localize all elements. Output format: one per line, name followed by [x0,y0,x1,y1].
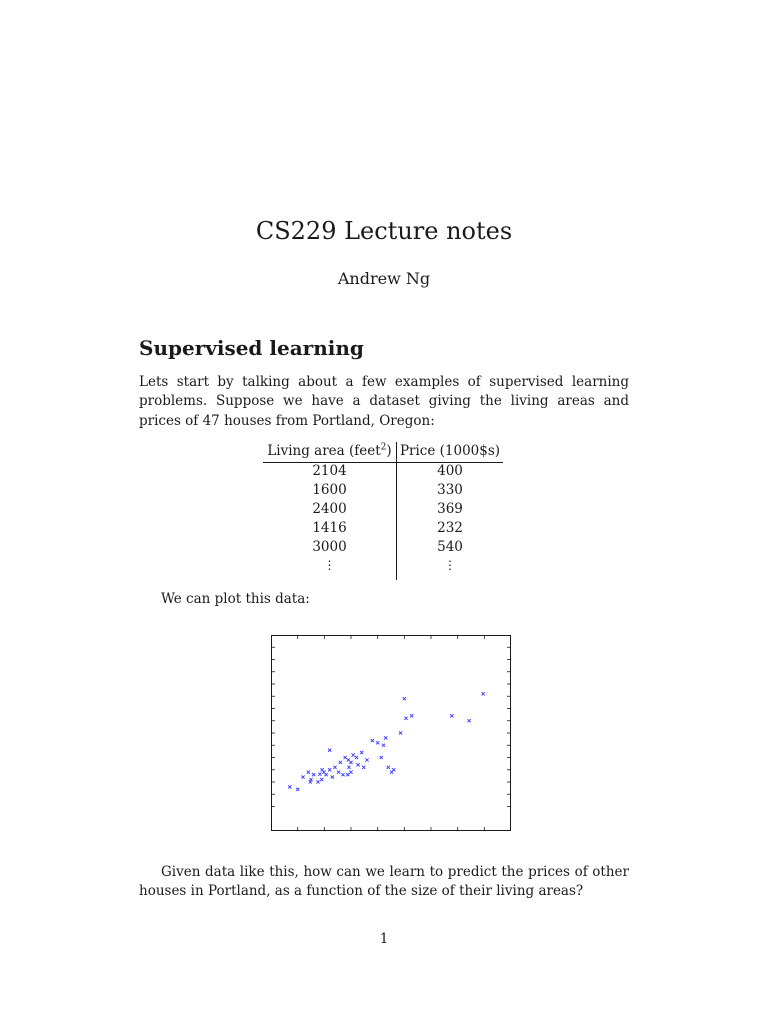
data-point [333,766,336,769]
table-cell: 400 [437,463,463,479]
data-point [328,749,331,752]
table-header-price: Price (1000$s) [399,443,501,459]
table-cell: 540 [437,539,463,555]
plot-frame [272,636,511,831]
data-point [352,753,355,756]
table-cell: 1416 [312,520,347,536]
question-paragraph: Given data like this, how can we learn to predict the prices of other houses in Portland, as a function of the size of their living areas? [139,864,629,900]
data-point [347,758,350,761]
data-point [288,785,291,788]
header-area-text: Living area (feet [267,443,381,459]
data-point [355,756,358,759]
table-cell: 330 [437,482,463,498]
scatter-plot [271,635,511,831]
data-point [410,714,413,717]
intro-paragraph: Lets start by talking about a few examples of supervised learning problems. Suppose we have a dataset giving the living areas and prices of 47 houses from Portland, Oregon: [139,374,629,429]
table-ellipsis: ⋮ [444,558,456,572]
data-point [362,766,365,769]
header-area-close: ) [386,443,392,459]
data-point [380,756,383,759]
table-cell: 1600 [312,482,347,498]
document-title: CS229 Lecture notes [255,217,513,245]
data-point [365,758,368,761]
data-point [312,773,315,776]
data-point [301,776,304,779]
data-point [346,773,349,776]
data-point [349,771,352,774]
data-point [482,692,485,695]
data-point [356,763,359,766]
data-point [390,771,393,774]
data-point [404,717,407,720]
table-ellipsis: ⋮ [323,558,336,572]
data-point [376,741,379,744]
data-point [331,776,334,779]
data-point [403,697,406,700]
data-point [450,714,453,717]
data-point [384,736,387,739]
table-cell: 2104 [312,463,347,479]
section-heading: Supervised learning [139,336,364,360]
data-point [316,780,319,783]
header-area-superscript: 2 [380,442,387,453]
table-column-living-area [263,440,396,581]
table-cell: 369 [437,501,463,517]
data-point [318,773,321,776]
data-point [339,761,342,764]
page-number: 1 [379,931,389,947]
data-point [341,773,344,776]
data-point [382,744,385,747]
table-cell: 3000 [312,539,347,555]
data-point [337,771,340,774]
table-header-living-area [263,440,396,462]
table-cell: 2400 [312,501,347,517]
data-point [360,751,363,754]
table-cell: 232 [437,520,463,536]
data-point [468,719,471,722]
data-point [328,768,331,771]
data-point [399,731,402,734]
data-point [371,739,374,742]
author-name: Andrew Ng [337,269,431,288]
data-point [296,788,299,791]
data-point [344,756,347,759]
data-point [307,771,310,774]
housing-data-table [263,440,503,580]
data-point [387,766,390,769]
table-column-price [397,440,503,581]
data-point [347,766,350,769]
data-point [325,773,328,776]
data-point [320,778,323,781]
plot-intro-paragraph: We can plot this data: [161,591,310,607]
